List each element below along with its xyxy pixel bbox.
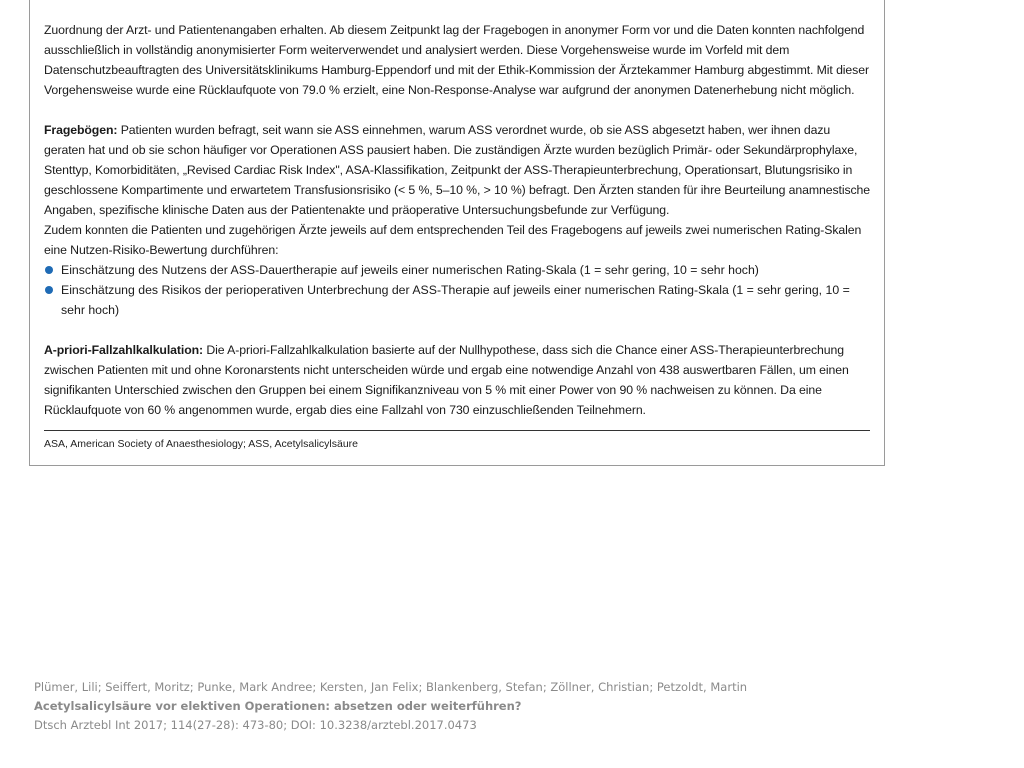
bullet-text: Einschätzung des Risikos der perioperativen Unterbrechung der ASS-Therapie auf jeweils einer numerischen Rating-Skala (1 = sehr gering, 10 = sehr hoch): [61, 283, 850, 317]
questionnaire-text: Patienten wurden befragt, seit wann sie ASS einnehmen, warum ASS verordnet wurde, ob sie ASS abgesetzt haben, wer ihnen dazu geraten hat und ob sie schon häufiger vor Operationen ASS pausiert haben. Die zuständigen Ärzte wurden bezüglich Primär- oder Sekundärprophylaxe, Stenttyp, Komorbiditäten, „Revised Cardiac Risk Index", ASA-Klassifikation, Zeitpunkt der ASS-Therapieunterbrechung, Operationsart, Blutungsrisiko in geschlossene Kompartimente und erwartetem Transfusionsrisiko (< 5 %, 5–10 %, > 10 %) befragt. Den Ärzten standen für ihre Beurteilung anamnestische Angaben, spezifische klinische Daten aus der Patientenakte und präoperative Untersuchungsbefunde zur Verfügung.: [44, 123, 871, 217]
citation-title: Acetylsalicylsäure vor elektiven Operationen: absetzen oder weiterführen?: [34, 699, 522, 713]
bullet-item: [44, 260, 874, 280]
rating-intro: Zudem konnten die Patienten und zugehörigen Ärzte jeweils auf dem entsprechenden Teil des Fragebogens auf jeweils zwei numerischen Rating-Skalen eine Nutzen-Risiko-Bewertung durchführen:: [44, 223, 862, 257]
abbreviation-footnote: ASA, American Society of Anaesthesiology; ASS, Acetylsalicylsäure: [44, 438, 358, 450]
questionnaire-paragraph: [44, 120, 874, 220]
sample-size-text: Die A-priori-Fallzahlkalkulation basierte auf der Nullhypothese, dass sich die Chance einer ASS-Therapieunterbrechung zwischen Patienten mit und ohne Koronarstents nicht unterscheiden würde und ergab eine notwendige Anzahl von 438 auswertbaren Fällen, um einen signifikanten Unterschied zwischen den Gruppen bei einem Signifikanzniveau von 5 % mit einer Power von 90 % nachweisen zu können. Da eine Rücklaufquote von 60 % angenommen wurde, ergab dies eine Fallzahl von 730 einzuschließenden Teilnehmern.: [44, 343, 849, 417]
questionnaire-label: Fragebögen:: [44, 123, 118, 137]
citation-block: [34, 678, 747, 735]
methods-box: [29, 0, 885, 466]
sample-size-paragraph: [44, 340, 874, 420]
bullet-dot-icon: [45, 286, 53, 294]
bullet-dot-icon: [45, 266, 53, 274]
bullet-item: [44, 280, 874, 320]
methods-content: [44, 20, 874, 420]
citation-source: Dtsch Arztebl Int 2017; 114(27-28): 473-80; DOI: 10.3238/arztebl.2017.0473: [34, 718, 477, 732]
intro-paragraph: Zuordnung der Arzt- und Patientenangaben erhalten. Ab diesem Zeitpunkt lag der Fragebogen in anonymer Form vor und die Daten konnten nachfolgend ausschließlich in vollständig anonymisierter Form weiterverwendet und analysiert werden. Diese Vorgehensweise wurde im Vorfeld mit dem Datenschutzbeauftragten des Universitätsklinikums Hamburg-Eppendorf und mit der Ethik-Kommission der Ärztekammer Hamburg abgestimmt. Mit dieser Vorgehensweise wurde eine Rücklaufquote von 79.0 % erzielt, eine Non-Response-Analyse war aufgrund der anonymen Datenerhebung nicht möglich.: [44, 23, 869, 97]
rating-bullet-list: [44, 260, 874, 320]
citation-authors: Plümer, Lili; Seiffert, Moritz; Punke, Mark Andree; Kersten, Jan Felix; Blankenberg, Stefan; Zöllner, Christian; Petzoldt, Martin: [34, 680, 748, 694]
sample-size-label: A-priori-Fallzahlkalkulation:: [44, 343, 204, 357]
footnote-divider: [44, 430, 870, 431]
bullet-text: Einschätzung des Nutzens der ASS-Dauertherapie auf jeweils einer numerischen Rating-Skala (1 = sehr gering, 10 = sehr hoch): [61, 263, 759, 277]
